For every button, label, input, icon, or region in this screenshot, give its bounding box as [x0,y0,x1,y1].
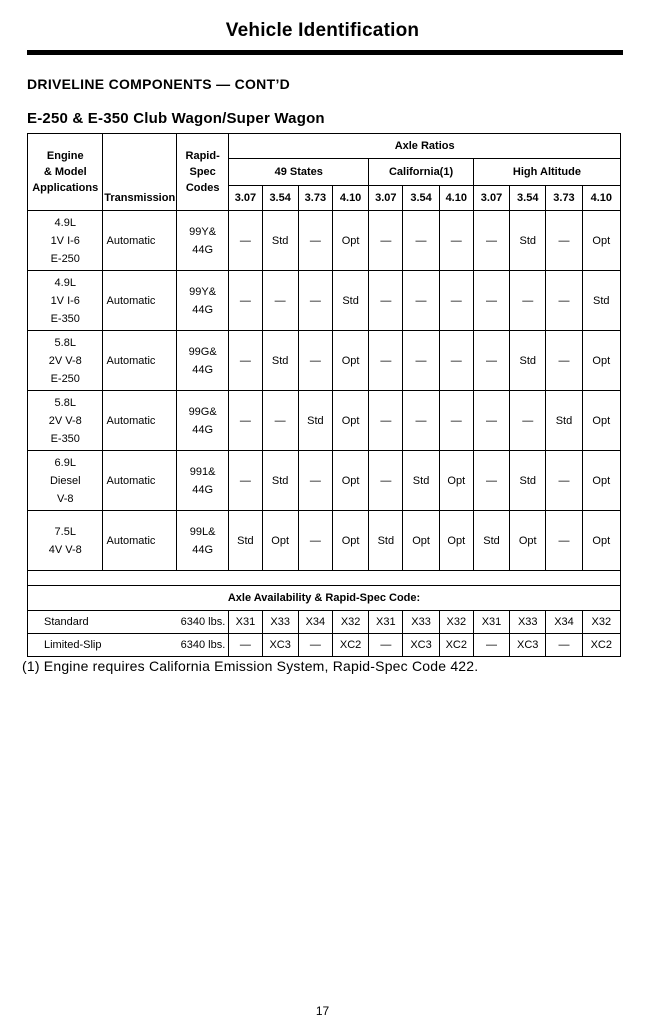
rapid-spec-header-line: Codes [185,182,220,194]
ratio-header: 3.07 [473,186,509,211]
engine-line: E-350 [50,312,80,325]
transmission-cell: Automatic [103,271,176,331]
ratio-value-cell: Opt [582,391,620,451]
ratio-value-cell: — [473,391,509,451]
engine-line: 4V V-8 [48,543,82,556]
axle-code-cell: X32 [439,611,473,634]
axle-code-cell: XC2 [439,634,473,657]
engine-line: E-250 [50,372,80,385]
rapid-spec-line: 991& [189,465,216,478]
ratio-value-cell: Std [510,211,546,271]
engine-line: 1V I-6 [50,234,80,247]
ratio-value-cell: — [473,331,509,391]
transmission-cell: Automatic [103,391,176,451]
engine-cell [28,331,103,391]
footnote: (1) Engine requires California Emission System, Rapid-Spec Code 422. [22,658,479,674]
rapid-spec-line: 44G [192,243,214,256]
availability-weight: 6340 lbs. [176,634,228,657]
engine-cell [28,271,103,331]
availability-label: Limited-Slip [28,634,177,657]
table-row [28,331,621,391]
ratio-value-cell: Opt [332,391,368,451]
engine-line: 2V V-8 [48,354,82,367]
rapid-spec-line: 44G [192,423,214,436]
ratio-value-cell: Std [510,451,546,511]
table-row [28,391,621,451]
axle-code-cell: XC3 [510,634,546,657]
ratio-value-cell: — [403,331,439,391]
ratio-value-cell: Std [262,211,298,271]
ratio-value-cell: Std [298,391,332,451]
engine-header [28,134,103,211]
availability-heading-row [28,586,621,611]
ratio-value-cell: — [510,391,546,451]
ratio-value-cell: — [229,451,262,511]
axle-code-cell: — [229,634,262,657]
rapid-spec-line: 44G [192,543,214,556]
ratio-value-cell: — [229,331,262,391]
rapid-spec-cell [176,451,228,511]
ratio-value-cell: Opt [582,511,620,571]
ratio-value-cell: — [298,451,332,511]
ratio-value-cell: — [473,451,509,511]
engine-cell [28,511,103,571]
transmission-cell: Automatic [103,211,176,271]
ratio-value-cell: Std [473,511,509,571]
ratio-value-cell: — [229,391,262,451]
ratio-header: 3.73 [546,186,582,211]
ratio-header: 3.54 [262,186,298,211]
ratio-value-cell: Std [546,391,582,451]
ratio-value-cell: Opt [332,211,368,271]
ratio-value-cell: — [403,211,439,271]
ratio-value-cell: — [439,391,473,451]
axle-code-cell: — [298,634,332,657]
axle-code-cell: XC2 [332,634,368,657]
ratio-value-cell: Std [229,511,262,571]
engine-line: E-350 [50,432,80,445]
ratio-header: 4.10 [582,186,620,211]
axle-code-cell: X33 [510,611,546,634]
axle-code-cell: — [546,634,582,657]
ratio-value-cell: — [298,211,332,271]
ratio-value-cell: Std [332,271,368,331]
transmission-header [103,134,176,211]
page-number: 17 [315,1004,330,1018]
rapid-spec-line: 99Y& [189,285,217,298]
ratio-value-cell: Opt [262,511,298,571]
ratio-value-cell: Opt [332,331,368,391]
ratio-header: 3.54 [403,186,439,211]
table-row [28,271,621,331]
ratio-value-cell: Opt [332,451,368,511]
table-row [28,211,621,271]
availability-row [28,611,621,634]
ratio-value-cell: — [229,271,262,331]
ratio-value-cell: — [369,211,403,271]
engine-header-line: & Model [43,166,87,178]
ratio-value-cell: Opt [510,511,546,571]
table-row [28,511,621,571]
availability-weight: 6340 lbs. [176,611,228,634]
rapid-spec-cell [176,391,228,451]
rapid-spec-header [176,134,228,211]
rapid-spec-line: 99G& [188,345,217,358]
ratio-value-cell: — [262,391,298,451]
axle-code-cell: X32 [582,611,620,634]
rapid-spec-cell [176,271,228,331]
table-row [28,451,621,511]
availability-heading: Axle Availability & Rapid-Spec Code: [28,586,621,611]
header-row-1 [28,134,621,159]
engine-line: E-250 [50,252,80,265]
axle-code-cell: X31 [229,611,262,634]
ratio-value-cell: — [369,391,403,451]
ratio-value-cell: Opt [332,511,368,571]
engine-line: 2V V-8 [48,414,82,427]
engine-line: 5.8L [54,336,76,349]
availability-row [28,634,621,657]
ratio-value-cell: — [546,451,582,511]
ratio-header: 3.07 [369,186,403,211]
axle-code-cell: X32 [332,611,368,634]
engine-cell [28,211,103,271]
rapid-spec-line: 44G [192,483,214,496]
engine-line: 6.9L [54,456,76,469]
axle-code-cell: — [369,634,403,657]
rapid-spec-header-line: Rapid- [185,150,220,162]
transmission-header-label: Transmission [104,192,176,204]
axle-code-cell: X34 [546,611,582,634]
ratio-value-cell: — [546,331,582,391]
ratio-value-cell: — [298,271,332,331]
ratio-value-cell: Std [262,451,298,511]
ratio-value-cell: — [298,331,332,391]
axle-code-cell: X33 [262,611,298,634]
rapid-spec-cell [176,511,228,571]
ratio-value-cell: — [546,211,582,271]
engine-line: 4.9L [54,276,76,289]
ratio-value-cell: Opt [439,451,473,511]
ratio-value-cell: — [369,451,403,511]
axle-group-header: California(1) [369,159,474,186]
axle-code-cell: X34 [298,611,332,634]
ratio-value-cell: Std [403,451,439,511]
axle-group-header: High Altitude [473,159,620,186]
ratio-value-cell: — [262,271,298,331]
ratio-value-cell: — [439,331,473,391]
engine-line: 5.8L [54,396,76,409]
rapid-spec-line: 99L& [189,525,216,538]
ratio-value-cell: — [298,511,332,571]
rapid-spec-line: 99G& [188,405,217,418]
rapid-spec-line: 44G [192,303,214,316]
engine-line: V-8 [56,492,74,505]
ratio-header: 4.10 [332,186,368,211]
ratio-value-cell: — [439,271,473,331]
engine-cell [28,391,103,451]
rapid-spec-cell [176,211,228,271]
axle-code-cell: XC3 [262,634,298,657]
engine-header-line: Applications [32,182,99,194]
ratio-value-cell: — [403,391,439,451]
ratio-value-cell: — [369,331,403,391]
ratio-value-cell: — [473,271,509,331]
ratio-header: 3.54 [510,186,546,211]
page-title: Vehicle Identification [225,20,420,41]
ratio-value-cell: Std [369,511,403,571]
axle-ratio-table [27,133,621,657]
transmission-cell: Automatic [103,331,176,391]
engine-cell [28,451,103,511]
ratio-value-cell: Std [582,271,620,331]
ratio-value-cell: — [510,271,546,331]
axle-code-cell: X31 [369,611,403,634]
engine-line: 1V I-6 [50,294,80,307]
table-subheading: E-250 & E-350 Club Wagon/Super Wagon [27,110,325,127]
ratio-value-cell: Std [262,331,298,391]
transmission-cell: Automatic [103,511,176,571]
title-rule [27,50,623,55]
ratio-value-cell: — [473,211,509,271]
engine-line: Diesel [49,474,81,487]
axle-code-cell: XC2 [582,634,620,657]
rapid-spec-header-line: Spec [189,166,216,178]
axle-code-cell: XC3 [403,634,439,657]
ratio-header: 4.10 [439,186,473,211]
ratio-value-cell: — [546,271,582,331]
ratio-value-cell: — [439,211,473,271]
engine-header-line: Engine [46,150,84,162]
axle-group-header: 49 States [229,159,369,186]
ratio-value-cell: — [369,271,403,331]
availability-label: Standard [28,611,177,634]
rapid-spec-line: 44G [192,363,214,376]
rapid-spec-line: 99Y& [189,225,217,238]
ratio-value-cell: — [229,211,262,271]
ratio-value-cell: Opt [582,331,620,391]
axle-code-cell: X33 [403,611,439,634]
axle-code-cell: — [473,634,509,657]
engine-line: 4.9L [54,216,76,229]
ratio-header: 3.73 [298,186,332,211]
ratio-value-cell: Std [510,331,546,391]
ratio-value-cell: Opt [582,211,620,271]
ratio-value-cell: — [546,511,582,571]
ratio-value-cell: Opt [403,511,439,571]
axle-code-cell: X31 [473,611,509,634]
rapid-spec-cell [176,331,228,391]
engine-line: 7.5L [54,525,76,538]
spacer-row [28,571,621,586]
transmission-cell: Automatic [103,451,176,511]
ratio-value-cell: Opt [582,451,620,511]
axle-ratios-header: Axle Ratios [229,134,621,159]
spacer-cell [28,571,621,586]
ratio-header: 3.07 [229,186,262,211]
ratio-value-cell: — [403,271,439,331]
ratio-value-cell: Opt [439,511,473,571]
section-heading: DRIVELINE COMPONENTS — CONT’D [27,76,291,92]
